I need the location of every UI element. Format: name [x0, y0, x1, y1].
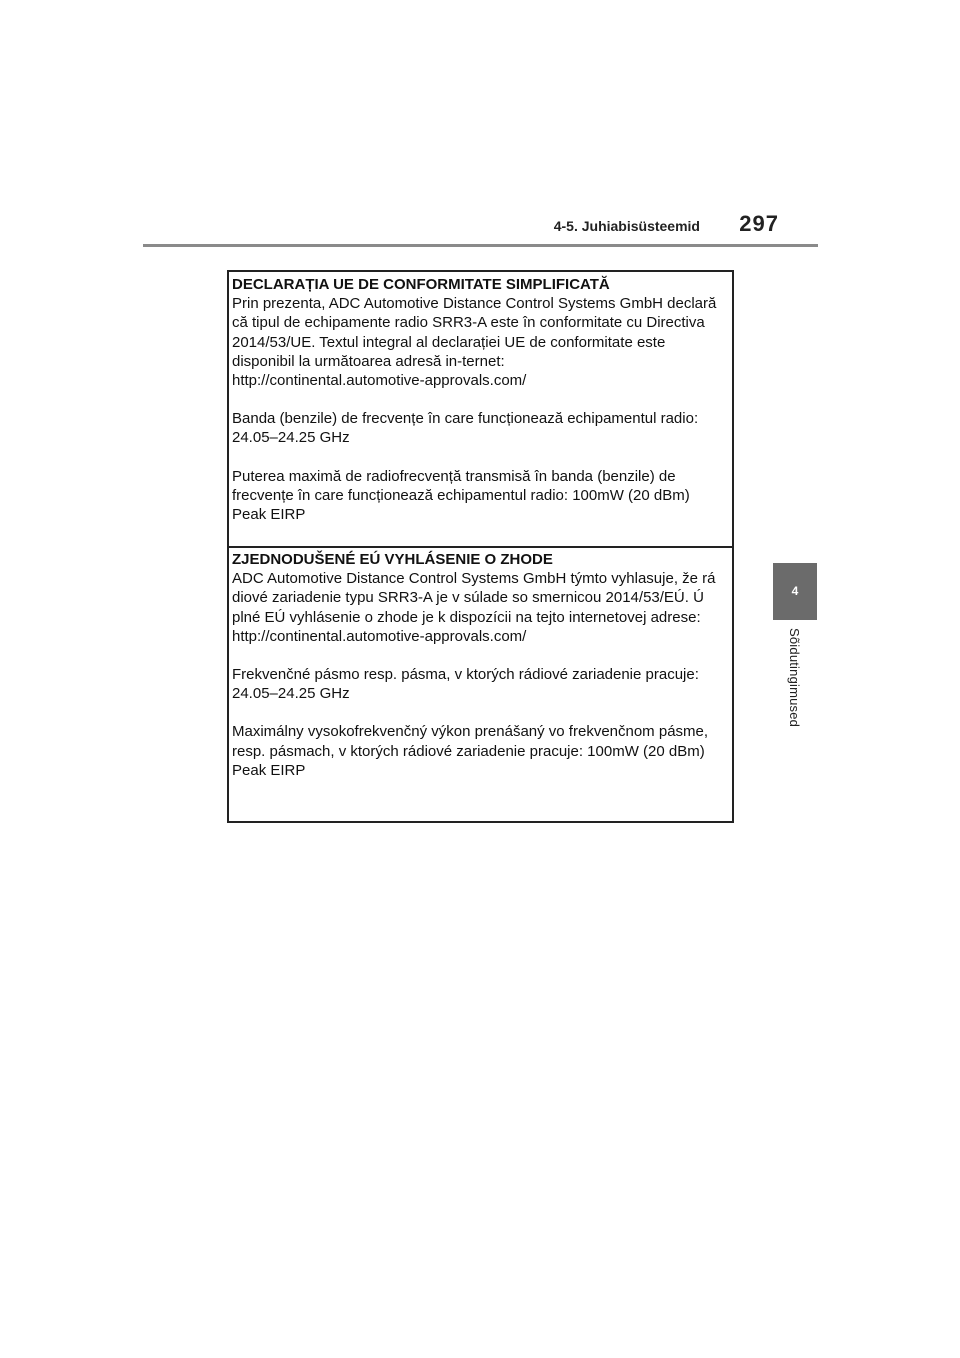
- section-divider: [229, 546, 732, 548]
- frequency-line: 24.05–24.25 GHz: [232, 685, 350, 703]
- slovak-declaration: [232, 550, 732, 780]
- header-divider: [143, 244, 818, 247]
- text-line: Puterea maximă de radiofrecvență transmisă în banda (benzile) de: [232, 467, 676, 485]
- url-line: http://continental.automotive-approvals.com/: [232, 372, 527, 390]
- romanian-title: DECLARAȚIA UE DE CONFORMITATE SIMPLIFICATĂ: [232, 276, 610, 293]
- slovak-paragraph-3: [232, 722, 732, 780]
- section-title: 4-5. Juhiabisüsteemid: [553, 218, 700, 234]
- url-line: http://continental.automotive-approvals.com/: [232, 627, 527, 645]
- romanian-declaration: [232, 275, 732, 524]
- declaration-box: [227, 270, 734, 823]
- text-line: Banda (benzile) de frecvențe în care funcționează echipamentul radio:: [232, 410, 699, 428]
- text-line: 2014/53/UE. Textul integral al declarației UE de conformitate este: [232, 333, 666, 351]
- text-line: plné EÚ vyhlásenie o zhode je k dispozícii na tejto internetovej adrese:: [232, 608, 701, 626]
- chapter-tab: 4: [773, 563, 817, 620]
- romanian-paragraph-3: [232, 467, 732, 525]
- text-line: Prin prezenta, ADC Automotive Distance Control Systems GmbH declară: [232, 295, 717, 313]
- frequency-line: 24.05–24.25 GHz: [232, 429, 350, 447]
- romanian-paragraph-1: [232, 294, 732, 390]
- text-line: frecvențe în care funcționează echipamentul radio: 100mW (20 dBm): [232, 486, 690, 504]
- text-line: diové zariadenie typu SRR3-A je v súlade so smernicou 2014/53/EÚ. Ú: [232, 589, 704, 607]
- slovak-paragraph-2: [232, 665, 732, 703]
- text-line: că tipul de echipamente radio SRR3-A este în conformitate cu Directiva: [232, 314, 705, 332]
- slovak-paragraph-1: [232, 569, 732, 646]
- text-line: Peak EIRP: [232, 761, 306, 779]
- text-line: ADC Automotive Distance Control Systems GmbH týmto vyhlasuje, že rá: [232, 570, 716, 588]
- chapter-title: Sõidutingimused: [787, 628, 802, 728]
- text-line: resp. pásmach, v ktorých rádiové zariadenie pracuje: 100mW (20 dBm): [232, 742, 705, 760]
- text-line: Maximálny vysokofrekvenčný výkon prenášaný vo frekvenčnom pásme,: [232, 723, 709, 741]
- text-line: disponibil la următoarea adresă in-ternet:: [232, 352, 505, 370]
- text-line: Frekvenčné pásmo resp. pásma, v ktorých rádiové zariadenie pracuje:: [232, 666, 699, 684]
- slovak-title: ZJEDNODUŠENÉ EÚ VYHLÁSENIE O ZHODE: [232, 551, 553, 568]
- text-line: Peak EIRP: [232, 506, 306, 524]
- romanian-paragraph-2: [232, 409, 732, 447]
- page-number: 297: [739, 211, 779, 236]
